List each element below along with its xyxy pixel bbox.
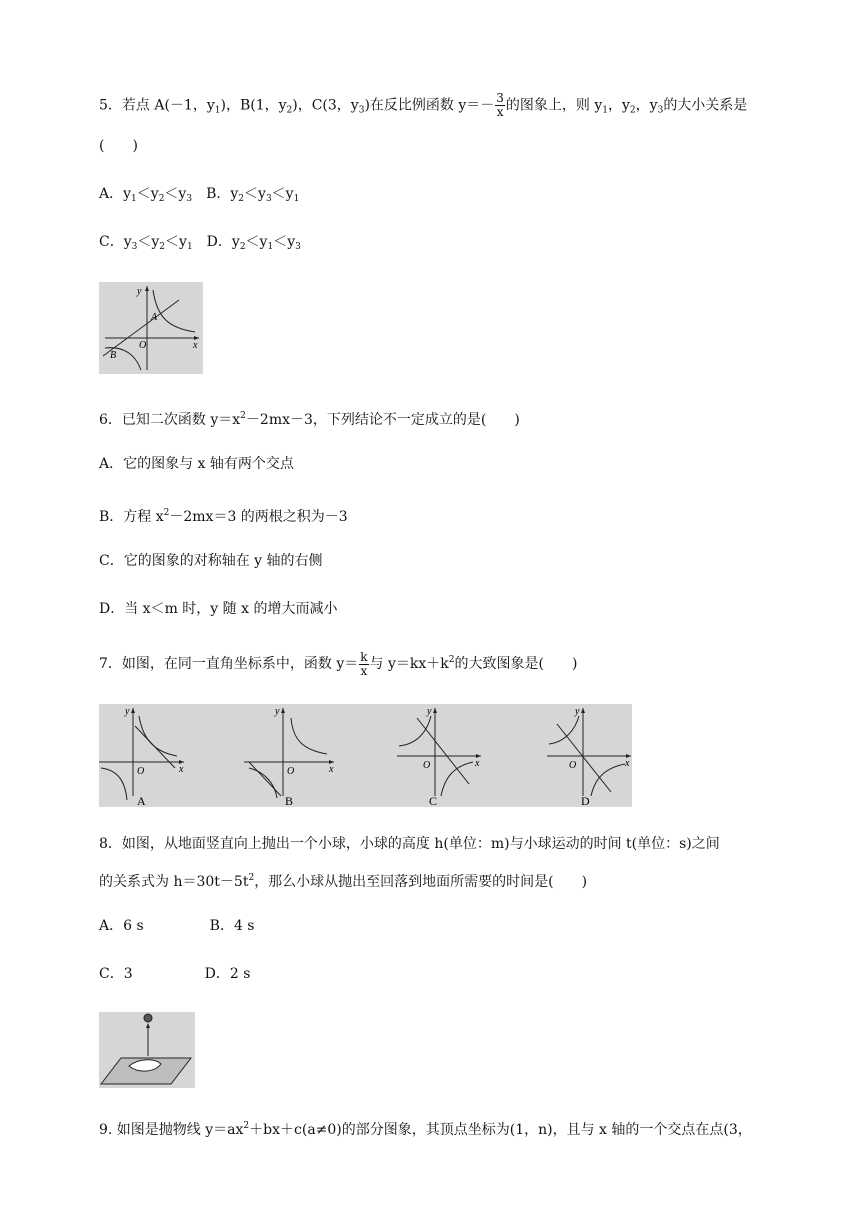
svg-text:O: O xyxy=(423,760,431,771)
svg-text:x: x xyxy=(625,758,630,769)
q7-graph-c[interactable] xyxy=(397,706,481,807)
q6-option-b[interactable]: B．方程 $x^2-2mx=3$ 的两根之积为－3 xyxy=(99,508,348,525)
q5-option-c[interactable]: C．$y_3<y_2<y_1$ xyxy=(99,234,193,252)
svg-text:B: B xyxy=(285,794,294,807)
q5-options-row2 xyxy=(99,232,301,257)
q5-options-row1 xyxy=(99,184,299,209)
q6-stem: 6．已知二次函数 $y=x^2-2mx-3$，下列结论不一定成立的是( ) xyxy=(99,411,520,428)
q5-option-d[interactable]: D．$y_2<y_1<y_3$ xyxy=(206,234,301,252)
q6-option-d[interactable]: D．当 x＜m 时，y 随 x 的增大而减小 xyxy=(99,601,338,617)
point-b-label: B xyxy=(110,350,117,361)
q8-stem-line1: 8．如图，从地面竖直向上抛出一个小球，小球的高度 h(单位：m)与小球运动的时间 t(单位：s)之间 xyxy=(99,836,720,852)
q5-graph xyxy=(99,282,203,374)
origin-label: O xyxy=(139,340,147,351)
y-label: y xyxy=(137,286,142,297)
svg-text:O: O xyxy=(569,760,577,771)
q6-option-c[interactable]: C．它的图象的对称轴在 y 轴的右侧 xyxy=(99,553,323,569)
q7-graph-b[interactable] xyxy=(244,706,334,807)
q6-option-a[interactable]: A．它的图象与 x 轴有两个交点 xyxy=(99,456,294,472)
q5-option-b[interactable]: B．$y_2<y_3<y_1$ xyxy=(206,186,300,204)
q7-graph-a[interactable] xyxy=(99,706,184,807)
q9-stem: 9. 如图是抛物线 $y=ax^2+bx+c(a\ne 0)$的部分图象，其顶点坐标为(1，n)，且与 x 轴的一个交点在点(3， xyxy=(99,1121,752,1138)
x-label: x xyxy=(193,340,198,351)
svg-text:x: x xyxy=(179,764,184,775)
svg-text:y: y xyxy=(575,706,580,717)
q5-option-a[interactable]: A．$y_1<y_2<y_3$ xyxy=(99,186,193,204)
ball-icon xyxy=(144,1014,152,1022)
point-a-label: A xyxy=(151,312,158,323)
svg-text:A: A xyxy=(137,794,146,807)
q7-graph-d[interactable] xyxy=(547,706,631,807)
svg-text:D: D xyxy=(581,794,590,807)
svg-text:O: O xyxy=(137,766,145,777)
q7-graphs xyxy=(99,704,632,807)
q5-figure xyxy=(99,282,203,374)
thrown-ball-illustration xyxy=(99,1012,195,1088)
q7-stem: 7．如图，在同一直角坐标系中，函数 y＝ $\frac{k}{x}$ 与 $y=kx+k^2$的大致图象是( ) xyxy=(99,649,578,678)
q5-stem: 5．若点 A(－1，$y_1$)，B(1，$y_2$)，C(3，$y_3$)在反比例函数 y＝－ $\frac{3}{x}$ 的图象上，则 $y_1$，$y_2$，$y_3$的大小关系是 xyxy=(99,91,748,119)
q8-option-c[interactable]: C．3 xyxy=(99,966,133,982)
svg-text:O: O xyxy=(287,766,295,777)
q8-option-b[interactable]: B．4 s xyxy=(209,918,255,934)
q8-stem-line2: 的关系式为 $h=30t-5t^2$，那么小球从抛出至回落到地面所需要的时间是( ) xyxy=(99,873,588,890)
q8-option-a[interactable]: A．6 s xyxy=(99,918,144,934)
q8-figure xyxy=(99,1012,195,1088)
q7-figure xyxy=(99,704,632,807)
q7-fraction: $\frac{k}{x}$ xyxy=(360,649,368,678)
hyperbola-branch-1 xyxy=(153,290,195,332)
svg-text:x: x xyxy=(329,764,334,775)
svg-text:C: C xyxy=(429,794,438,807)
q5-answer-paren: ( ) xyxy=(99,138,138,154)
svg-text:y: y xyxy=(125,706,130,717)
svg-text:y: y xyxy=(275,706,280,717)
svg-text:y: y xyxy=(427,706,432,717)
q5-fraction: $\frac{3}{x}$ xyxy=(496,91,504,119)
q8-options-row1 xyxy=(99,916,255,936)
svg-text:x: x xyxy=(475,758,480,769)
q8-option-d[interactable]: D．2 s xyxy=(204,966,251,982)
q8-options-row2 xyxy=(99,964,250,984)
